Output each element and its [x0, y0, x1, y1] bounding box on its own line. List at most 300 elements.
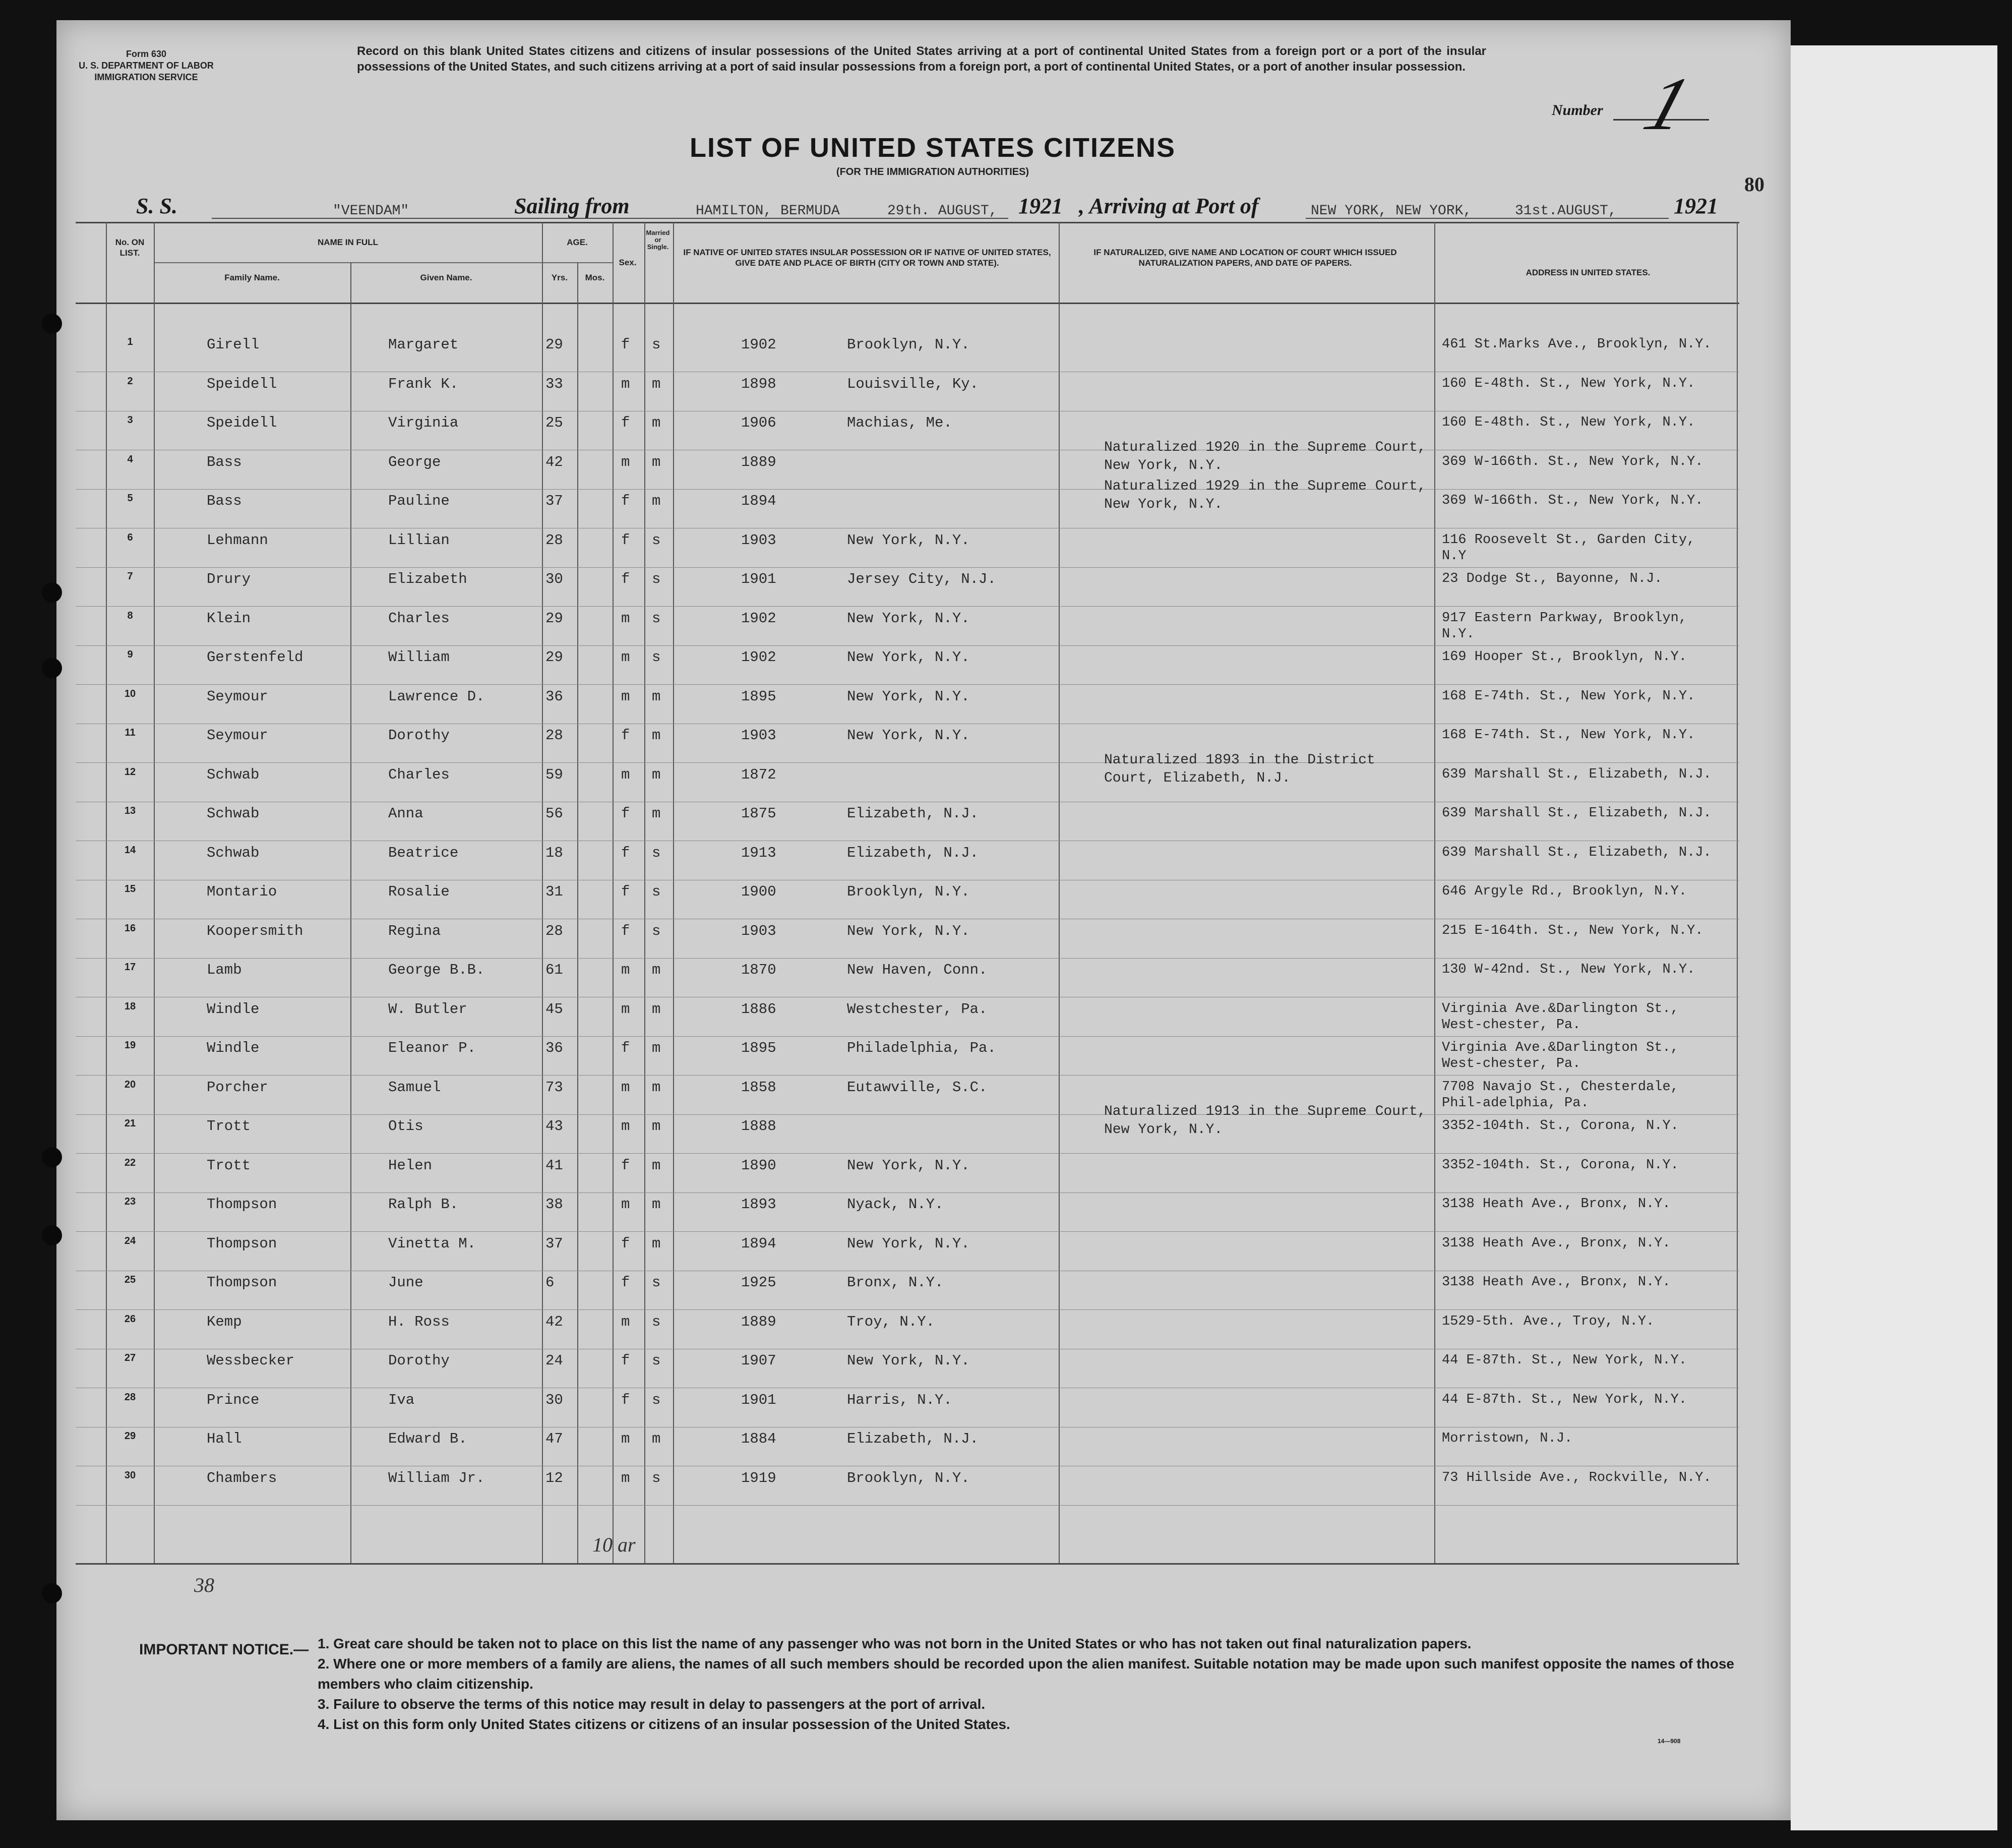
cell-age: 73 — [545, 1079, 563, 1096]
cell-no: 24 — [124, 1235, 136, 1246]
cell-address: 639 Marshall St., Elizabeth, N.J. — [1442, 766, 1712, 782]
cell-year: 1906 — [741, 414, 776, 431]
cell-year: 1900 — [741, 883, 776, 900]
cell-no: 16 — [124, 922, 136, 934]
cell-place: Bronx, N.Y. — [847, 1274, 944, 1291]
cell-family: Thompson — [207, 1196, 277, 1213]
cell-address: 3138 Heath Ave., Bronx, N.Y. — [1442, 1275, 1671, 1290]
form-identifier — [50, 48, 242, 83]
row-rule — [76, 1231, 1739, 1232]
page-number: 80 — [1744, 173, 1764, 196]
cell-no: 6 — [127, 531, 133, 543]
cell-year: 1903 — [741, 531, 776, 549]
cell-address: 116 Roosevelt St., Garden City, N.Y — [1442, 532, 1695, 564]
cell-ms: s — [652, 531, 661, 549]
cell-address: 168 E-74th. St., New York, N.Y. — [1442, 728, 1695, 743]
cell-given: Charles — [388, 766, 450, 783]
cell-no: 4 — [127, 453, 133, 465]
cell-year: 1903 — [741, 922, 776, 939]
cell-no: 20 — [124, 1079, 136, 1090]
cell-sex: m — [621, 688, 630, 705]
cell-address: 639 Marshall St., Elizabeth, N.J. — [1442, 806, 1712, 821]
punch-hole — [42, 314, 62, 334]
cell-family: Kemp — [207, 1313, 242, 1330]
cell-no: 1 — [127, 336, 133, 347]
cell-sex: m — [621, 610, 630, 627]
cell-place: Louisville, Ky. — [847, 375, 979, 392]
cell-no: 19 — [124, 1040, 136, 1051]
cell-given: Eleanor P. — [388, 1040, 476, 1056]
cell-age: 36 — [545, 1040, 563, 1056]
cell-ms: m — [652, 414, 661, 431]
cell-naturalization: Naturalized 1929 in the Supreme Court, New York, N.Y. — [1104, 479, 1426, 512]
cell-sex: f — [621, 1352, 630, 1369]
cell-address: 3352-104th. St., Corona, N.Y. — [1442, 1157, 1679, 1173]
cell-place: Elizabeth, N.J. — [847, 1430, 979, 1447]
cell-no: 8 — [127, 610, 133, 621]
cell-year: 1895 — [741, 1040, 776, 1056]
cell-ms: s — [652, 1313, 661, 1330]
page-subtitle: (FOR THE IMMIGRATION AUTHORITIES) — [836, 166, 1029, 177]
table-top-rule — [76, 222, 1739, 223]
cell-place: Elizabeth, N.J. — [847, 844, 979, 861]
cell-family: Klein — [207, 610, 251, 627]
cell-age: 28 — [545, 727, 563, 744]
arriving-label: , Arriving at Port of — [1079, 194, 1259, 218]
cell-ms: m — [652, 1430, 661, 1447]
cell-ms: s — [652, 336, 661, 353]
col-line — [673, 222, 674, 1563]
row-rule — [76, 606, 1739, 607]
cell-given: Pauline — [388, 493, 450, 509]
row-rule — [76, 567, 1739, 568]
cell-sex: m — [621, 1196, 630, 1213]
cell-age: 29 — [545, 649, 563, 666]
service-name: IMMIGRATION SERVICE — [94, 72, 198, 82]
cell-age: 43 — [545, 1118, 563, 1135]
cell-place: Jersey City, N.J. — [847, 571, 996, 587]
col-line — [1434, 222, 1435, 1563]
cell-address: 168 E-74th. St., New York, N.Y. — [1442, 688, 1695, 704]
col-line — [350, 262, 351, 1563]
cell-ms: s — [652, 610, 661, 627]
cell-age: 42 — [545, 453, 563, 470]
cell-given: William — [388, 649, 450, 666]
cell-place: Philadelphia, Pa. — [847, 1040, 996, 1056]
manifest-sheet — [56, 20, 1791, 1820]
cell-place: Machias, Me. — [847, 414, 952, 431]
cell-no: 30 — [124, 1469, 136, 1481]
cell-given: Margaret — [388, 336, 459, 353]
cell-age: 29 — [545, 336, 563, 353]
row-rule — [76, 684, 1739, 685]
row-rule — [76, 762, 1739, 763]
cell-address: 369 W-166th. St., New York, N.Y. — [1442, 454, 1703, 469]
cell-given: W. Butler — [388, 1000, 467, 1018]
row-rule — [76, 958, 1739, 959]
cell-naturalization: Naturalized 1913 in the Supreme Court, New York, N.Y. — [1104, 1104, 1426, 1138]
cell-given: Dorothy — [388, 727, 450, 744]
col-line — [644, 222, 645, 1563]
cell-age: 36 — [545, 688, 563, 705]
cell-family: Chambers — [207, 1469, 277, 1486]
cell-address: 44 E-87th. St., New York, N.Y. — [1442, 1353, 1687, 1368]
cell-family: Koopersmith — [207, 922, 303, 939]
cell-no: 11 — [125, 727, 136, 738]
cell-given: William Jr. — [388, 1469, 485, 1486]
arrival-date: 31st.AUGUST, — [1515, 203, 1617, 219]
cell-address: Morristown, N.J. — [1442, 1431, 1573, 1446]
cell-family: Seymour — [207, 688, 268, 705]
cell-no: 22 — [124, 1157, 136, 1168]
cell-address: 73 Hillside Ave., Rockville, N.Y. — [1442, 1470, 1712, 1485]
cell-ms: m — [652, 1040, 661, 1056]
cell-year: 1858 — [741, 1079, 776, 1096]
cell-sex: f — [621, 883, 630, 900]
ss-label: S. S. — [136, 194, 177, 218]
cell-year: 1894 — [741, 493, 776, 509]
cell-place: Eutawville, S.C. — [847, 1079, 988, 1096]
header-given-name: Given Name. — [420, 273, 472, 282]
cell-ms: m — [652, 1079, 661, 1096]
cell-family: Windle — [207, 1000, 260, 1018]
cell-sex: m — [621, 375, 630, 392]
cell-age: 47 — [545, 1430, 563, 1447]
cell-given: Iva — [388, 1391, 415, 1408]
cell-sex: m — [621, 1469, 630, 1486]
cell-no: 25 — [124, 1274, 136, 1285]
notice-item: 4. List on this form only United States citizens or citizens of an insular possession of the United States. — [318, 1716, 1010, 1732]
cell-age: 31 — [545, 883, 563, 900]
cell-year: 1889 — [741, 1313, 776, 1330]
header-name-in-full: NAME IN FULL — [318, 237, 378, 247]
cell-ms: s — [652, 571, 661, 587]
cell-ms: m — [652, 1000, 661, 1018]
punch-hole — [42, 582, 62, 603]
cell-sex: f — [621, 1040, 630, 1056]
cell-given: Otis — [388, 1118, 423, 1135]
cell-place: Brooklyn, N.Y. — [847, 883, 970, 900]
cell-sex: f — [621, 336, 630, 353]
cell-age: 59 — [545, 766, 563, 783]
cell-family: Windle — [207, 1040, 260, 1056]
cell-ms: m — [652, 493, 661, 509]
punch-hole — [42, 658, 62, 678]
cell-no: 5 — [127, 493, 133, 504]
table-bottom-rule — [76, 1563, 1739, 1565]
cell-age: 12 — [545, 1469, 563, 1486]
cell-no: 7 — [127, 571, 133, 582]
col-line — [577, 262, 578, 1563]
cell-address: 639 Marshall St., Elizabeth, N.J. — [1442, 845, 1712, 860]
cell-year: 1884 — [741, 1430, 776, 1447]
cell-address: Virginia Ave.&Darlington St., West-chester, Pa. — [1442, 1001, 1679, 1033]
cell-naturalization: Naturalized 1920 in the Supreme Court, New York, N.Y. — [1104, 439, 1426, 473]
cell-sex: f — [621, 571, 630, 587]
cell-given: Elizabeth — [388, 571, 467, 587]
notice-item: 3. Failure to observe the terms of this notice may result in delay to passengers at the port of arrival. — [318, 1696, 986, 1712]
cell-no: 14 — [124, 844, 136, 856]
cell-year: 1902 — [741, 649, 776, 666]
cell-ms: s — [652, 883, 661, 900]
cell-ms: m — [652, 1157, 661, 1174]
header-naturalized: IF NATURALIZED, GIVE NAME AND LOCATION OF COURT WHICH ISSUED NATURALIZATION PAPERS, AND DATE OF PAPERS. — [1093, 248, 1397, 268]
cell-no: 9 — [127, 649, 133, 660]
cell-family: Gerstenfeld — [207, 649, 303, 666]
cell-age: 56 — [545, 805, 563, 822]
cell-ms: m — [652, 766, 661, 783]
cell-place: New York, N.Y. — [847, 531, 970, 549]
cell-no: 3 — [127, 414, 133, 426]
cell-place: New York, N.Y. — [847, 610, 970, 627]
cell-place: Brooklyn, N.Y. — [847, 336, 970, 353]
cell-sex: f — [621, 844, 630, 861]
cell-family: Schwab — [207, 844, 260, 861]
cell-ms: m — [652, 962, 661, 978]
cell-address: 23 Dodge St., Bayonne, N.J. — [1442, 571, 1663, 586]
cell-place: New York, N.Y. — [847, 922, 970, 939]
cell-age: 37 — [545, 1235, 563, 1252]
row-rule — [76, 1309, 1739, 1310]
header-sex: Sex. — [619, 258, 637, 267]
header-married-single: Married or Single. — [646, 229, 670, 251]
cell-family: Speidell — [207, 414, 277, 431]
handwritten-margin-note: 38 — [194, 1574, 214, 1596]
punch-hole — [42, 1147, 62, 1167]
cell-family: Bass — [207, 493, 242, 509]
cell-place: Brooklyn, N.Y. — [847, 1469, 970, 1486]
cell-sex: f — [621, 1235, 630, 1252]
cell-family: Wessbecker — [207, 1352, 295, 1369]
cell-sex: m — [621, 1118, 630, 1135]
cell-year: 1901 — [741, 571, 776, 587]
intro-text: Record on this blank United States citizens and citizens of insular possessions of the United States arriving at a port of continental United States from a foreign port or a port of the insular possessions of the United States, and such citizens arriving at a port of said insular possessions from a foreign port, a port of continental United States, or a port of another insular possession. — [357, 44, 1486, 74]
row-rule — [76, 1075, 1739, 1076]
cell-year: 1902 — [741, 336, 776, 353]
cell-given: Frank K. — [388, 375, 459, 392]
cell-age: 30 — [545, 571, 563, 587]
col-line — [613, 222, 614, 1563]
cell-family: Lehmann — [207, 531, 268, 549]
cell-given: Virginia — [388, 414, 459, 431]
cell-age: 28 — [545, 922, 563, 939]
cell-given: Dorothy — [388, 1352, 450, 1369]
cell-age: 41 — [545, 1157, 563, 1174]
row-rule — [76, 645, 1739, 646]
cell-given: Charles — [388, 610, 450, 627]
list-number-label: Number — [1552, 102, 1603, 118]
cell-age: 25 — [545, 414, 563, 431]
cell-given: June — [388, 1274, 423, 1291]
cell-age: 30 — [545, 1391, 563, 1408]
cell-address: 461 St.Marks Ave., Brooklyn, N.Y. — [1442, 337, 1712, 352]
footer-code: 14—908 — [1658, 1738, 1681, 1745]
header-no: No. ON LIST. — [115, 237, 145, 258]
cell-family: Bass — [207, 453, 242, 470]
cell-address: 3138 Heath Ave., Bronx, N.Y. — [1442, 1197, 1671, 1212]
cell-place: New York, N.Y. — [847, 649, 970, 666]
header-address: ADDRESS IN UNITED STATES. — [1526, 268, 1651, 277]
punch-hole — [42, 1225, 62, 1245]
cell-age: 33 — [545, 375, 563, 392]
cell-family: Drury — [207, 571, 251, 587]
row-rule — [76, 1505, 1739, 1506]
list-number-value: 1 — [1635, 62, 1700, 146]
header-family-name: Family Name. — [224, 273, 280, 282]
cell-no: 26 — [124, 1313, 136, 1325]
cell-age: 37 — [545, 493, 563, 509]
handwritten-total: 10 ar — [592, 1533, 636, 1556]
header-yrs: Yrs. — [551, 273, 568, 282]
cell-ms: m — [652, 1118, 661, 1135]
cell-sex: f — [621, 922, 630, 939]
voyage-line — [131, 187, 1795, 222]
cell-place: Nyack, N.Y. — [847, 1196, 944, 1213]
cell-no: 17 — [124, 962, 136, 973]
cell-sex: f — [621, 414, 630, 431]
cell-no: 27 — [124, 1352, 136, 1363]
cell-no: 2 — [127, 375, 133, 387]
cell-year: 1872 — [741, 766, 776, 783]
cell-address: 1529-5th. Ave., Troy, N.Y. — [1442, 1314, 1655, 1329]
cell-age: 29 — [545, 610, 563, 627]
ship-name: "VEENDAM" — [333, 203, 409, 219]
cell-family: Thompson — [207, 1235, 277, 1252]
header-birth: IF NATIVE OF UNITED STATES INSULAR POSSESSION OR IF NATIVE OF UNITED STATES, GIVE DATE AND PLACE OF BIRTH (CITY OR TOWN AND STATE). — [683, 248, 1051, 268]
cell-address: 646 Argyle Rd., Brooklyn, N.Y. — [1442, 884, 1687, 899]
cell-family: Trott — [207, 1157, 251, 1174]
cell-family: Girell — [207, 336, 260, 353]
cell-place: New York, N.Y. — [847, 1157, 970, 1174]
cell-sex: f — [621, 1274, 630, 1291]
cell-sex: m — [621, 962, 630, 978]
cell-given: Anna — [388, 805, 423, 822]
arrival-port: NEW YORK, NEW YORK, — [1311, 203, 1472, 219]
cell-address: 917 Eastern Parkway, Brooklyn, N.Y. — [1442, 610, 1687, 642]
cell-sex: m — [621, 649, 630, 666]
cell-sex: m — [621, 1079, 630, 1096]
notice-item: 1. Great care should be taken not to place on this list the name of any passenger who was not born in the United States or who has not taken out final naturalization papers. — [318, 1636, 1472, 1651]
cell-ms: s — [652, 1352, 661, 1369]
cell-place: New Haven, Conn. — [847, 962, 988, 978]
departure-date: 29th. AUGUST, — [887, 203, 998, 219]
cell-family: Seymour — [207, 727, 268, 744]
cell-family: Montario — [207, 883, 277, 900]
cell-year: 1903 — [741, 727, 776, 744]
cell-sex: f — [621, 727, 630, 744]
cell-sex: m — [621, 1430, 630, 1447]
cell-sex: f — [621, 1391, 630, 1408]
col-line — [1059, 222, 1060, 1563]
cell-address: 3138 Heath Ave., Bronx, N.Y. — [1442, 1235, 1671, 1251]
notice-item: 2. Where one or more members of a family are aliens, the names of all such members should be recorded upon the alien manifest. Suitable notation may be made upon such manifest opposite the names of those members who claim citizenship. — [318, 1656, 1734, 1692]
header-age: AGE. — [567, 237, 588, 247]
sailing-from-label: Sailing from — [514, 194, 630, 218]
col-line — [106, 222, 107, 1563]
header-bottom-rule — [76, 303, 1739, 304]
cell-family: Prince — [207, 1391, 260, 1408]
page-title: LIST OF UNITED STATES CITIZENS — [690, 133, 1176, 163]
cell-no: 13 — [124, 805, 136, 816]
cell-given: George B.B. — [388, 962, 485, 978]
cell-given: Lillian — [388, 531, 450, 549]
cell-family: Speidell — [207, 375, 277, 392]
cell-age: 18 — [545, 844, 563, 861]
cell-sex: f — [621, 1157, 630, 1174]
cell-year: 1890 — [741, 1157, 776, 1174]
cell-given: Edward B. — [388, 1430, 467, 1447]
cell-address: 369 W-166th. St., New York, N.Y. — [1442, 493, 1703, 508]
cell-year: 1902 — [741, 610, 776, 627]
cell-year: 1893 — [741, 1196, 776, 1213]
department-name: U. S. DEPARTMENT OF LABOR — [79, 61, 214, 71]
cell-year: 1913 — [741, 844, 776, 861]
cell-year: 1889 — [741, 453, 776, 470]
cell-given: Beatrice — [388, 844, 459, 861]
cell-sex: f — [621, 493, 630, 509]
cell-age: 61 — [545, 962, 563, 978]
cell-given: Vinetta M. — [388, 1235, 476, 1252]
cell-address: 169 Hooper St., Brooklyn, N.Y. — [1442, 649, 1687, 665]
cell-given: H. Ross — [388, 1313, 450, 1330]
departure-year: 1921 — [1018, 194, 1063, 218]
cell-place: Elizabeth, N.J. — [847, 805, 979, 822]
cell-place: New York, N.Y. — [847, 1235, 970, 1252]
cell-no: 15 — [124, 883, 136, 895]
cell-year: 1901 — [741, 1391, 776, 1408]
cell-place: New York, N.Y. — [847, 727, 970, 744]
cell-family: Thompson — [207, 1274, 277, 1291]
cell-address: 160 E-48th. St., New York, N.Y. — [1442, 376, 1695, 391]
cell-given: Rosalie — [388, 883, 450, 900]
cell-age: 42 — [545, 1313, 563, 1330]
cell-ms: m — [652, 375, 661, 392]
cell-age: 38 — [545, 1196, 563, 1213]
cell-ms: s — [652, 649, 661, 666]
cell-ms: m — [652, 727, 661, 744]
cell-year: 1894 — [741, 1235, 776, 1252]
cell-year: 1919 — [741, 1469, 776, 1486]
col-line — [154, 222, 155, 1563]
cell-age: 6 — [545, 1274, 555, 1291]
cell-age: 45 — [545, 1000, 563, 1018]
cell-ms: s — [652, 844, 661, 861]
cell-place: New York, N.Y. — [847, 688, 970, 705]
cell-no: 28 — [124, 1391, 136, 1403]
cell-ms: s — [652, 1469, 661, 1486]
cell-no: 18 — [124, 1000, 136, 1012]
form-number: Form 630 — [126, 49, 167, 59]
cell-address: Virginia Ave.&Darlington St., West-chester, Pa. — [1442, 1040, 1679, 1071]
cell-year: 1895 — [741, 688, 776, 705]
cell-place: New York, N.Y. — [847, 1352, 970, 1369]
cell-no: 10 — [124, 688, 136, 699]
row-rule — [76, 1114, 1739, 1115]
cell-family: Lamb — [207, 962, 242, 978]
cell-family: Porcher — [207, 1079, 268, 1096]
cell-ms: m — [652, 805, 661, 822]
cell-year: 1888 — [741, 1118, 776, 1135]
cell-family: Schwab — [207, 805, 260, 822]
cell-ms: m — [652, 1235, 661, 1252]
cell-sex: m — [621, 453, 630, 470]
notice-heading: IMPORTANT NOTICE.— — [139, 1641, 309, 1658]
punch-hole — [42, 1583, 62, 1603]
cell-given: George — [388, 453, 441, 470]
cell-sex: m — [621, 766, 630, 783]
cell-ms: s — [652, 1391, 661, 1408]
cell-sex: m — [621, 1313, 630, 1330]
